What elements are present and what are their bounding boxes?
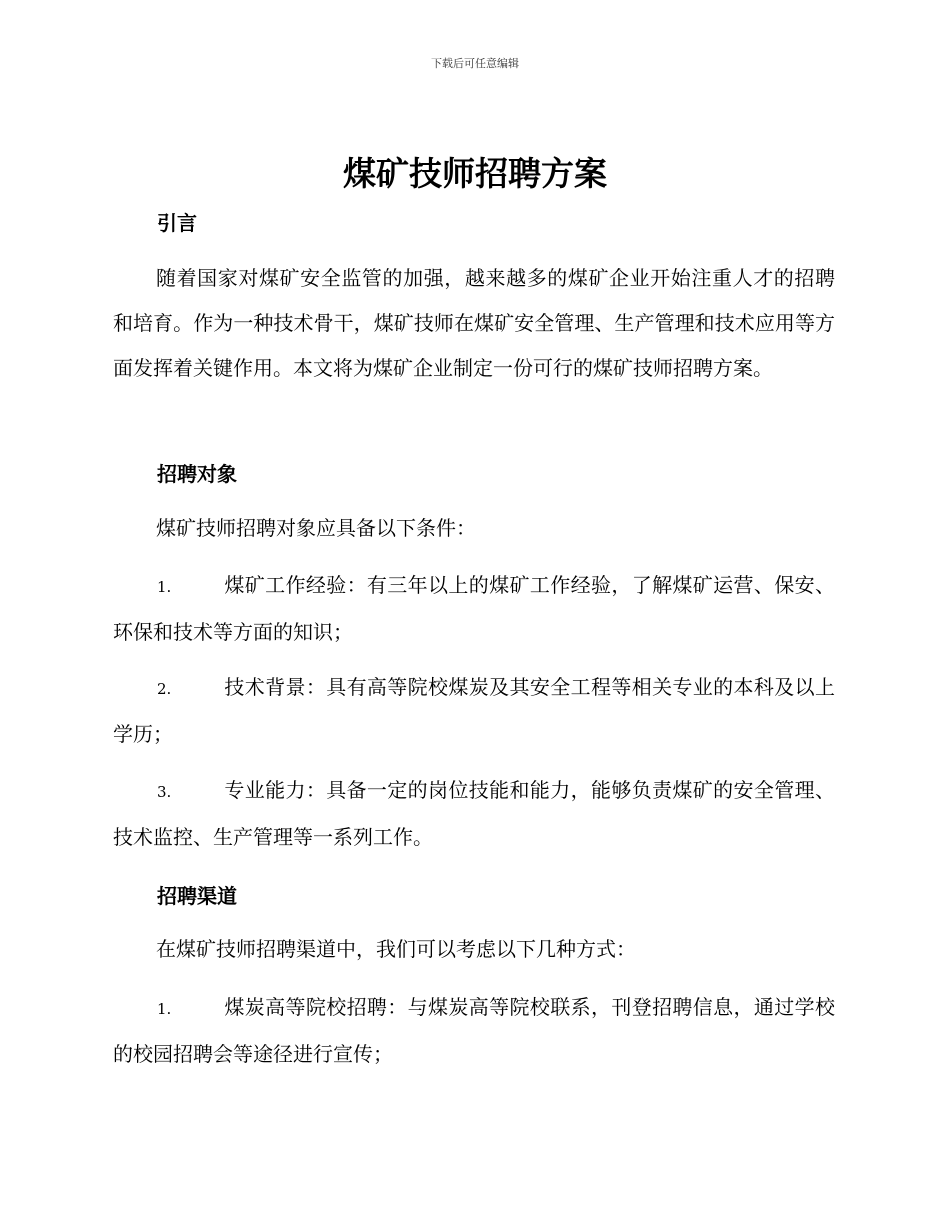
list-item [113, 768, 835, 860]
list-item-text: 煤矿工作经验：有三年以上的煤矿工作经验，了解煤矿运营、保安、环保和技术等方面的知识； [113, 573, 835, 644]
list-item-number: 1. [157, 1000, 172, 1018]
section-heading-introduction: 引言 [157, 211, 197, 235]
list-item-number: 2. [157, 680, 172, 698]
section-heading-recruitment-targets: 招聘对象 [157, 462, 237, 486]
list-item-text: 技术背景：具有高等院校煤炭及其安全工程等相关专业的本科及以上学历； [113, 675, 835, 746]
list-item [113, 563, 835, 655]
introduction-paragraph: 随着国家对煤矿安全监管的加强，越来越多的煤矿企业开始注重人才的招聘和培育。作为一种技术骨干，煤矿技师在煤矿安全管理、生产管理和技术应用等方面发挥着关键作用。本文将为煤矿企业制定一份可行的煤矿技师招聘方案。 [113, 266, 835, 380]
list-item-text: 煤炭高等院校招聘：与煤炭高等院校联系，刊登招聘信息，通过学校的校园招聘会等途径进行宣传； [113, 995, 835, 1066]
page-header-note: 下载后可任意编辑 [431, 57, 519, 70]
list-item-number: 1. [157, 578, 172, 596]
document-title: 煤矿技师招聘方案 [343, 154, 607, 193]
list-item-text: 专业能力：具备一定的岗位技能和能力，能够负责煤矿的安全管理、技术监控、生产管理等一系列工作。 [113, 778, 835, 849]
list-item-number: 3. [157, 783, 172, 801]
recruitment-targets-intro: 煤矿技师招聘对象应具备以下条件： [156, 516, 476, 540]
recruitment-channels-intro: 在煤矿技师招聘渠道中，我们可以考虑以下几种方式： [156, 937, 636, 961]
section-heading-recruitment-channels: 招聘渠道 [157, 884, 237, 908]
list-item [113, 985, 835, 1077]
list-item [113, 665, 835, 757]
